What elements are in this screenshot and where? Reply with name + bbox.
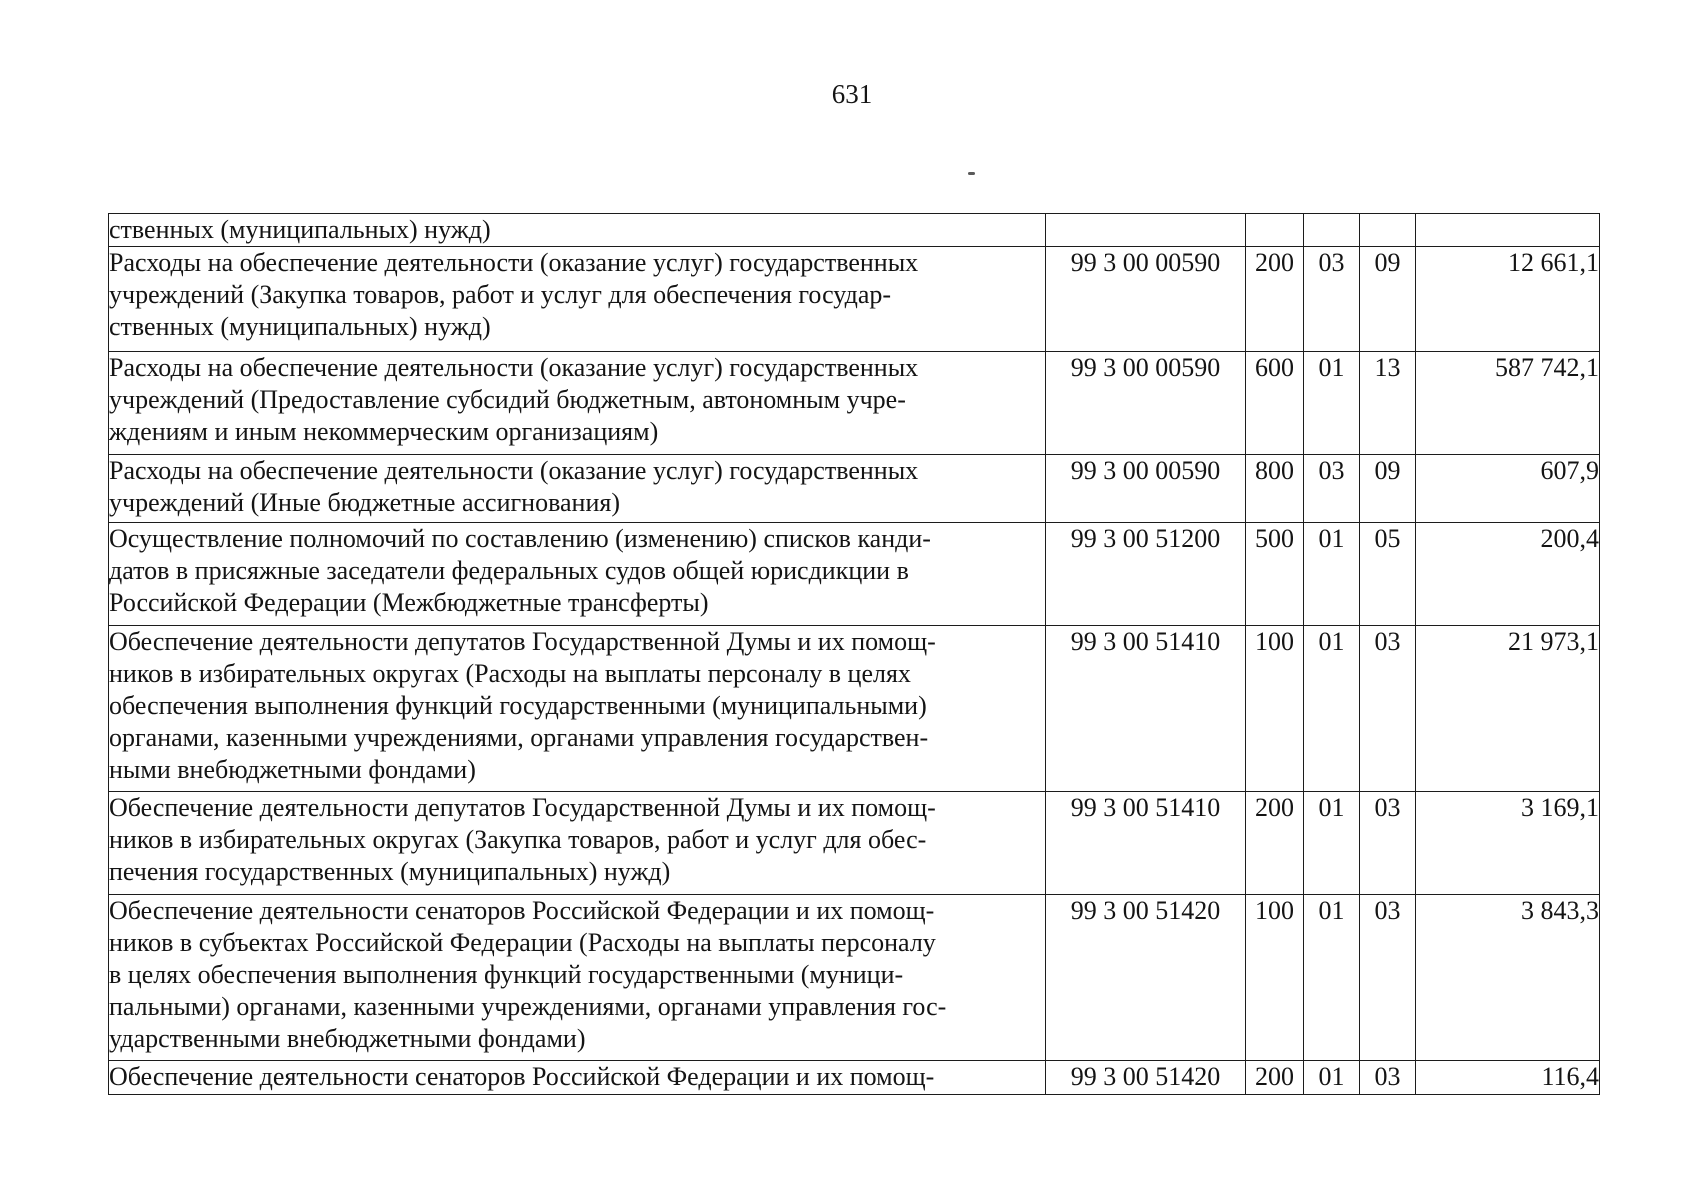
table-row <box>109 626 1600 792</box>
expense-type-cell: 100 <box>1246 626 1304 792</box>
amount-cell <box>1416 214 1600 247</box>
expense-type-cell: 200 <box>1246 792 1304 895</box>
target-article-code-cell: 99 3 00 51410 <box>1046 626 1246 792</box>
section-cell: 01 <box>1304 626 1360 792</box>
target-article-code-cell: 99 3 00 51420 <box>1046 895 1246 1061</box>
expense-name-line: Расходы на обеспечение деятельности (оказание услуг) государственных <box>109 353 919 382</box>
expense-name-line: Обеспечение деятельности депутатов Государственной Думы и их помощ- <box>109 793 936 822</box>
amount-cell: 3 843,3 <box>1416 895 1600 1061</box>
expense-type-cell: 200 <box>1246 1061 1304 1095</box>
target-article-code-cell: 99 3 00 51410 <box>1046 792 1246 895</box>
page-number: 631 <box>831 79 873 109</box>
budget-table <box>108 213 1600 1095</box>
expense-name-line: Расходы на обеспечение деятельности (оказание услуг) государственных <box>109 248 919 277</box>
subsection-cell: 03 <box>1360 895 1416 1061</box>
table-row <box>109 895 1600 1061</box>
amount-cell: 3 169,1 <box>1416 792 1600 895</box>
subsection-cell <box>1360 214 1416 247</box>
amount-cell: 607,9 <box>1416 455 1600 523</box>
expense-name-line: Обеспечение деятельности депутатов Государственной Думы и их помощ- <box>109 627 936 656</box>
expense-name-cell <box>109 792 1046 895</box>
section-cell: 01 <box>1304 352 1360 455</box>
expense-name-line: органами, казенными учреждениями, органами управления государствен- <box>109 723 929 752</box>
expense-type-cell: 500 <box>1246 523 1304 626</box>
expense-name-cell <box>109 455 1046 523</box>
section-cell <box>1304 214 1360 247</box>
target-article-code-cell: 99 3 00 00590 <box>1046 247 1246 352</box>
expense-name-line: в целях обеспечения выполнения функций государственными (муници- <box>109 960 904 989</box>
target-article-code-cell: 99 3 00 00590 <box>1046 352 1246 455</box>
expense-name-line: обеспечения выполнения функций государственными (муниципальными) <box>109 691 927 720</box>
amount-cell: 587 742,1 <box>1416 352 1600 455</box>
expense-name-cell <box>109 523 1046 626</box>
amount-cell: 21 973,1 <box>1416 626 1600 792</box>
expense-name-line: учреждений (Иные бюджетные ассигнования) <box>109 488 620 517</box>
section-cell: 01 <box>1304 523 1360 626</box>
section-cell: 03 <box>1304 247 1360 352</box>
expense-name-line: Обеспечение деятельности сенаторов Российской Федерации и их помощ- <box>109 1062 935 1091</box>
section-cell: 01 <box>1304 792 1360 895</box>
expense-name-line: ников в избирательных округах (Расходы на выплаты персоналу в целях <box>109 659 911 688</box>
expense-name-line: Осуществление полномочий по составлению (изменению) списков канди- <box>109 524 931 553</box>
expense-type-cell: 100 <box>1246 895 1304 1061</box>
expense-type-cell: 200 <box>1246 247 1304 352</box>
expense-name-line: ударственными внебюджетными фондами) <box>109 1024 586 1053</box>
expense-name-line: ственных (муниципальных) нужд) <box>109 215 491 244</box>
target-article-code-cell: 99 3 00 00590 <box>1046 455 1246 523</box>
expense-type-cell: 600 <box>1246 352 1304 455</box>
table-row <box>109 523 1600 626</box>
expense-name-cell <box>109 1061 1046 1095</box>
expense-name-line: печения государственных (муниципальных) нужд) <box>109 857 671 886</box>
target-article-code-cell <box>1046 214 1246 247</box>
expense-name-line: ников в избирательных округах (Закупка товаров, работ и услуг для обес- <box>109 825 927 854</box>
subsection-cell: 03 <box>1360 792 1416 895</box>
expense-name-line: ждениям и иным некоммерческим организациям) <box>109 417 659 446</box>
amount-cell: 12 661,1 <box>1416 247 1600 352</box>
table-row <box>109 247 1600 352</box>
subsection-cell: 09 <box>1360 455 1416 523</box>
section-cell: 01 <box>1304 895 1360 1061</box>
table-row <box>109 1061 1600 1095</box>
budget-table-body <box>109 214 1600 1095</box>
expense-name-cell <box>109 352 1046 455</box>
subsection-cell: 05 <box>1360 523 1416 626</box>
amount-cell: 200,4 <box>1416 523 1600 626</box>
expense-name-line: ников в субъектах Российской Федерации (Расходы на выплаты персоналу <box>109 928 936 957</box>
section-cell: 01 <box>1304 1061 1360 1095</box>
expense-name-line: Расходы на обеспечение деятельности (оказание услуг) государственных <box>109 456 919 485</box>
expense-name-line: датов в присяжные заседатели федеральных судов общей юрисдикции в <box>109 556 909 585</box>
target-article-code-cell: 99 3 00 51200 <box>1046 523 1246 626</box>
expense-name-cell <box>109 626 1046 792</box>
table-row <box>109 455 1600 523</box>
expense-name-line: учреждений (Предоставление субсидий бюджетным, автономным учре- <box>109 385 906 414</box>
subsection-cell: 03 <box>1360 1061 1416 1095</box>
table-row <box>109 352 1600 455</box>
expense-name-line: ными внебюджетными фондами) <box>109 755 476 784</box>
expense-name-cell <box>109 895 1046 1061</box>
subsection-cell: 09 <box>1360 247 1416 352</box>
amount-cell: 116,4 <box>1416 1061 1600 1095</box>
table-row <box>109 214 1600 247</box>
section-cell: 03 <box>1304 455 1360 523</box>
expense-type-cell: 800 <box>1246 455 1304 523</box>
subsection-cell: 03 <box>1360 626 1416 792</box>
expense-name-line: ственных (муниципальных) нужд) <box>109 312 491 341</box>
subsection-cell: 13 <box>1360 352 1416 455</box>
expense-type-cell <box>1246 214 1304 247</box>
expense-name-cell <box>109 214 1046 247</box>
scan-speck <box>968 172 975 175</box>
expense-name-line: учреждений (Закупка товаров, работ и услуг для обеспечения государ- <box>109 280 892 309</box>
expense-name-line: пальными) органами, казенными учреждениями, органами управления гос- <box>109 992 947 1021</box>
expense-name-line: Обеспечение деятельности сенаторов Российской Федерации и их помощ- <box>109 896 935 925</box>
table-row <box>109 792 1600 895</box>
target-article-code-cell: 99 3 00 51420 <box>1046 1061 1246 1095</box>
expense-name-cell <box>109 247 1046 352</box>
expense-name-line: Российской Федерации (Межбюджетные трансферты) <box>109 588 709 617</box>
